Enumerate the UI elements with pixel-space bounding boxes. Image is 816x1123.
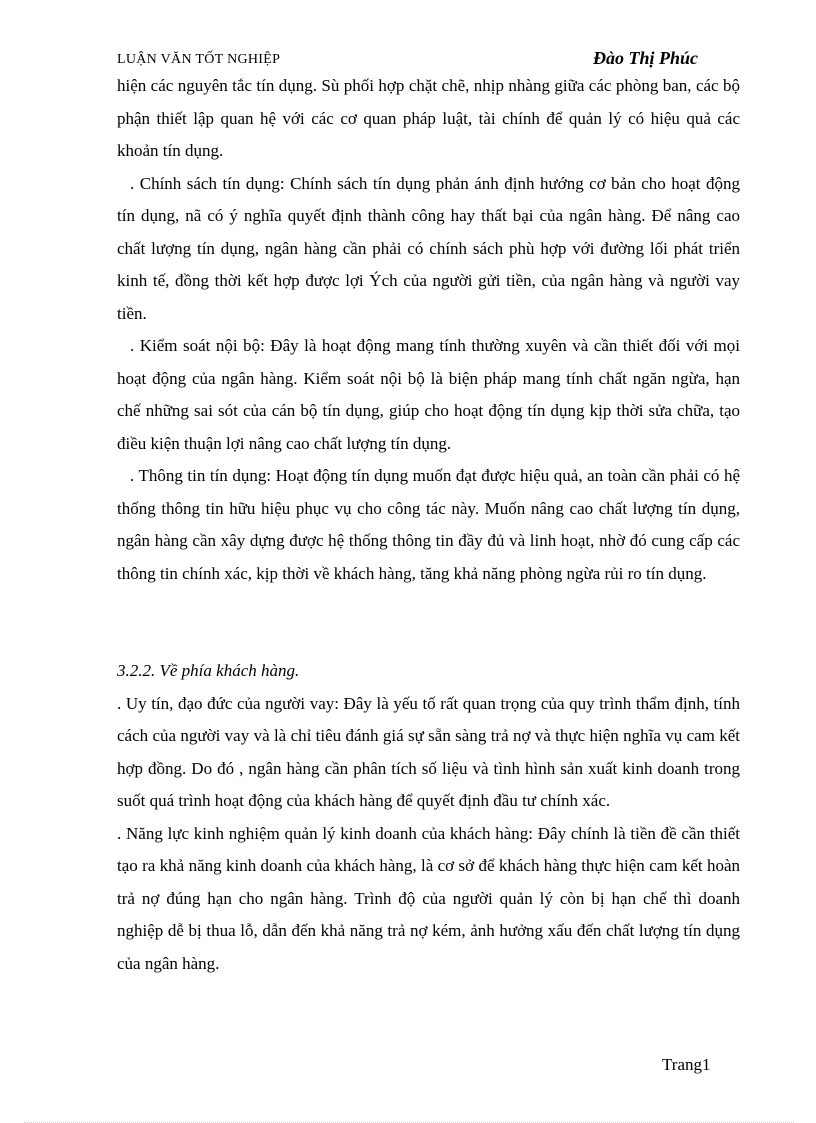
document-title: LUẬN VĂN TỐT NGHIỆP — [117, 52, 281, 67]
paragraph: . Chính sách tín dụng: Chính sách tín dụng phản ánh định hướng cơ bản cho hoạt động tín dụng, nã có ý nghĩa quyết định thành công hay thất bại của ngân hàng. Để nâng cao chất lượng tín dụng, ngân hàng cần phải có chính sách phù hợp với đường lối phát triển kinh tế, đồng thời kết hợp được lợi Ých của người gửi tiền, của ngân hàng và người vay tiền. — [117, 173, 740, 323]
page-number: Trang1 — [662, 1055, 711, 1074]
paragraph: . Thông tin tín dụng: Hoạt động tín dụng muốn đạt được hiệu quả, an toàn cần phải có hệ thống thông tin hữu hiệu phục vụ cho công tác này. Muốn nâng cao chất lượng tín dụng, ngân hàng cần xây dựng được hệ thống thông tin đầy đủ và linh hoạt, nhờ đó cung cấp các thông tin chính xác, kịp thời về khách hàng, tăng khả năng phòng ngừa rủi ro tín dụng. — [117, 466, 740, 583]
paragraph: . Năng lực kinh nghiệm quản lý kinh doanh của khách hàng: Đây chính là tiền đề cần thiết tạo ra khả năng kinh doanh của khách hàng, là cơ sở để khách hàng thực hiện cam kết hoàn trả nợ đúng hạn cho ngân hàng. Trình độ của người quản lý còn bị hạn chế thì doanh nghiệp dễ bị thua lỗ, dẫn đến khả năng trả nợ kém, ảnh hưởng xấu đến chất lượng tín dụng của ngân hàng. — [117, 823, 740, 973]
paragraph: . Uy tín, đạo đức của người vay: Đây là yếu tố rất quan trọng của quy trình thẩm định, tính cách của người vay và là chỉ tiêu đánh giá sự sẵn sàng trả nợ và thực hiện nghĩa vụ cam kết hợp đồng. Do đó , ngân hàng cần phân tích số liệu và tình hình sản xuất kinh doanh trong suốt quá trình hoạt động của khách hàng để quyết định đầu tư chính xác. — [117, 693, 740, 810]
paragraph: hiện các nguyên tắc tín dụng. Sù phối hợp chặt chẽ, nhịp nhàng giữa các phòng ban, các bộ phận thiết lập quan hệ với các cơ quan pháp luật, tài chính để quản lý có hiệu quả các khoản tín dụng. — [117, 76, 740, 160]
section-heading: 3.2.2. Về phía khách hàng. — [117, 661, 300, 680]
paragraph: . Kiểm soát nội bộ: Đây là hoạt động mang tính thường xuyên và cần thiết đối với mọi hoạt động của ngân hàng. Kiểm soát nội bộ là biện pháp mang tính chất ngăn ngừa, hạn chế những sai sót của cán bộ tín dụng, giúp cho hoạt động tín dụng kịp thời sửa chữa, tạo điều kiện thuận lợi nâng cao chất lượng tín dụng. — [117, 336, 740, 453]
document-body — [117, 70, 740, 980]
author-name: Đào Thị Phúc — [593, 48, 699, 68]
